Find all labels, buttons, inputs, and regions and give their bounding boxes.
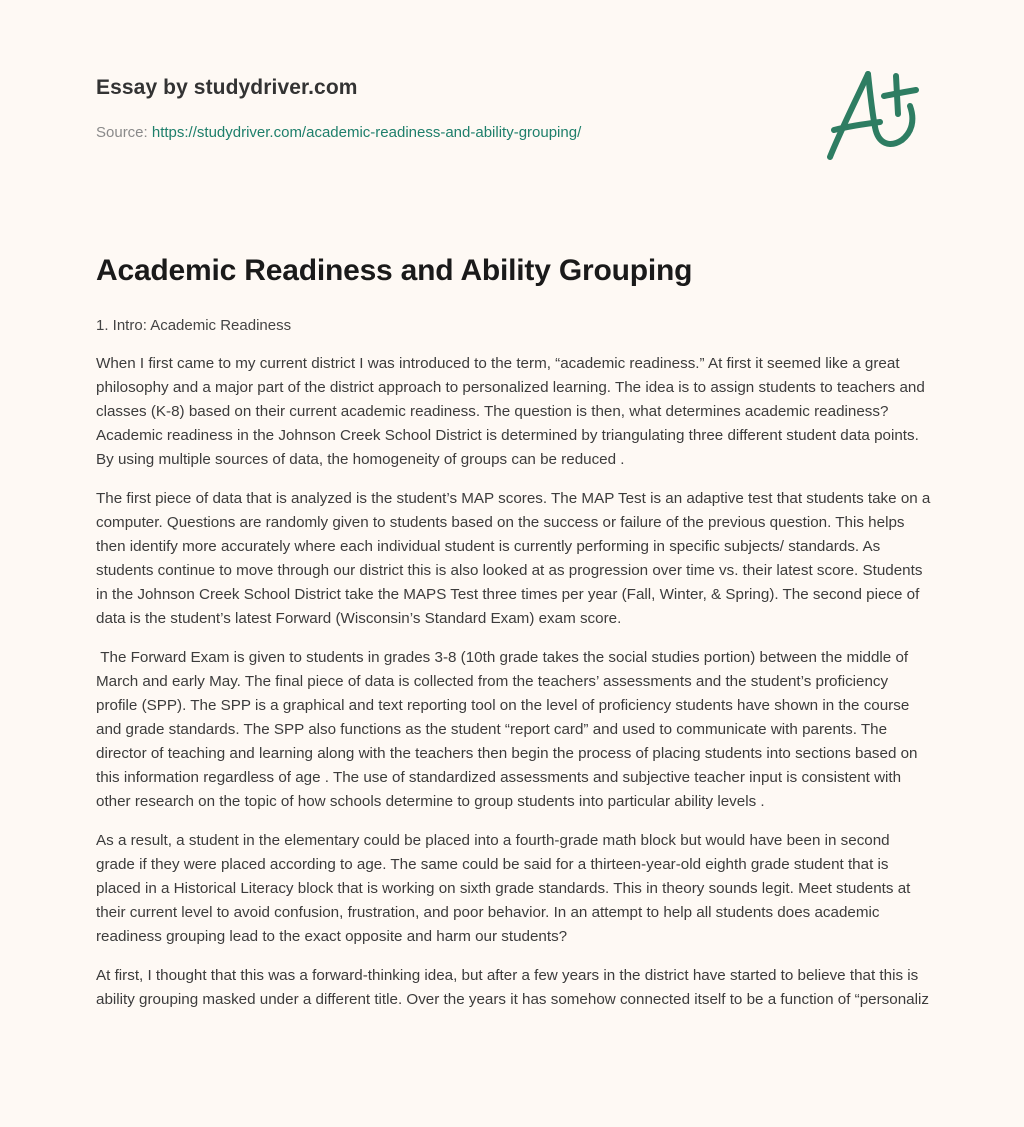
section-heading: 1. Intro: Academic Readiness (96, 317, 292, 334)
site-header (96, 76, 358, 100)
a-plus-grade-icon (820, 62, 930, 170)
essay-title: Academic Readiness and Ability Grouping (96, 254, 693, 287)
paragraph: The first piece of data that is analyzed is the student’s MAP scores. The MAP Test is an adaptive test that students take on a computer. Questions are randomly given to students based on the success or failure of the previous question. This helps then identify more accurately where each individual student is currently performing in specific subjects/ standards. As students continue to move through our district this is also looked at as progression over time vs. their latest score. Students in the Johnson Creek School District take the MAPS Test three times per year (Fall, Winter, & Spring). The second piece of data is the student’s latest Forward (Wisconsin’s Standard Exam) exam score. (96, 490, 931, 627)
source-link[interactable]: https://studydriver.com/academic-readiness-and-ability-grouping/ (151, 124, 582, 141)
paragraph: As a result, a student in the elementary could be placed into a fourth-grade math block but would have been in second grade if they were placed according to age. The same could be said for a thirteen-year-old eighth grade student that is placed in a Historical Literacy block that is working on sixth grade standards. This in theory sounds legit. Meet students at their current level to avoid confusion, frustration, and poor behavior. In an attempt to help all students does academic readiness grouping lead to the exact opposite and harm our students? (96, 832, 911, 945)
essay-body (96, 352, 931, 1027)
paragraph: At first, I thought that this was a forward-thinking idea, but after a few years in the district have started to believe that this is ability grouping masked under a different title. Over the years it has somehow connected itself to be a function of “personaliz (96, 967, 929, 1008)
source-label: Source: (96, 124, 148, 141)
paragraph: When I first came to my current district I was introduced to the term, “academic readiness.” At first it seemed like a great philosophy and a major part of the district approach to personalized learning. The idea is to assign students to teachers and classes (K-8) based on their current academic readiness. The question is then, what determines academic readiness? Academic readiness in the Johnson Creek School District is determined by triangulating three different student data points. By using multiple sources of data, the homogeneity of groups can be reduced . (96, 355, 925, 468)
source-line (96, 124, 581, 141)
site-title: Essay by studydriver.com (96, 76, 358, 99)
paragraph: The Forward Exam is given to students in grades 3-8 (10th grade takes the social studies portion) between the middle of March and early May. The final piece of data is collected from the teachers’ assessments and the student’s proficiency profile (SPP). The SPP is a graphical and text reporting tool on the level of proficiency students have shown in the course and grade standards. The SPP also functions as the student “report card” and used to communicate with parents. The director of teaching and learning along with the teachers then begin the process of placing students into sections based on this information regardless of age . The use of standardized assessments and subjective teacher input is consistent with other research on the topic of how schools determine to group students into particular ability levels . (96, 649, 918, 810)
